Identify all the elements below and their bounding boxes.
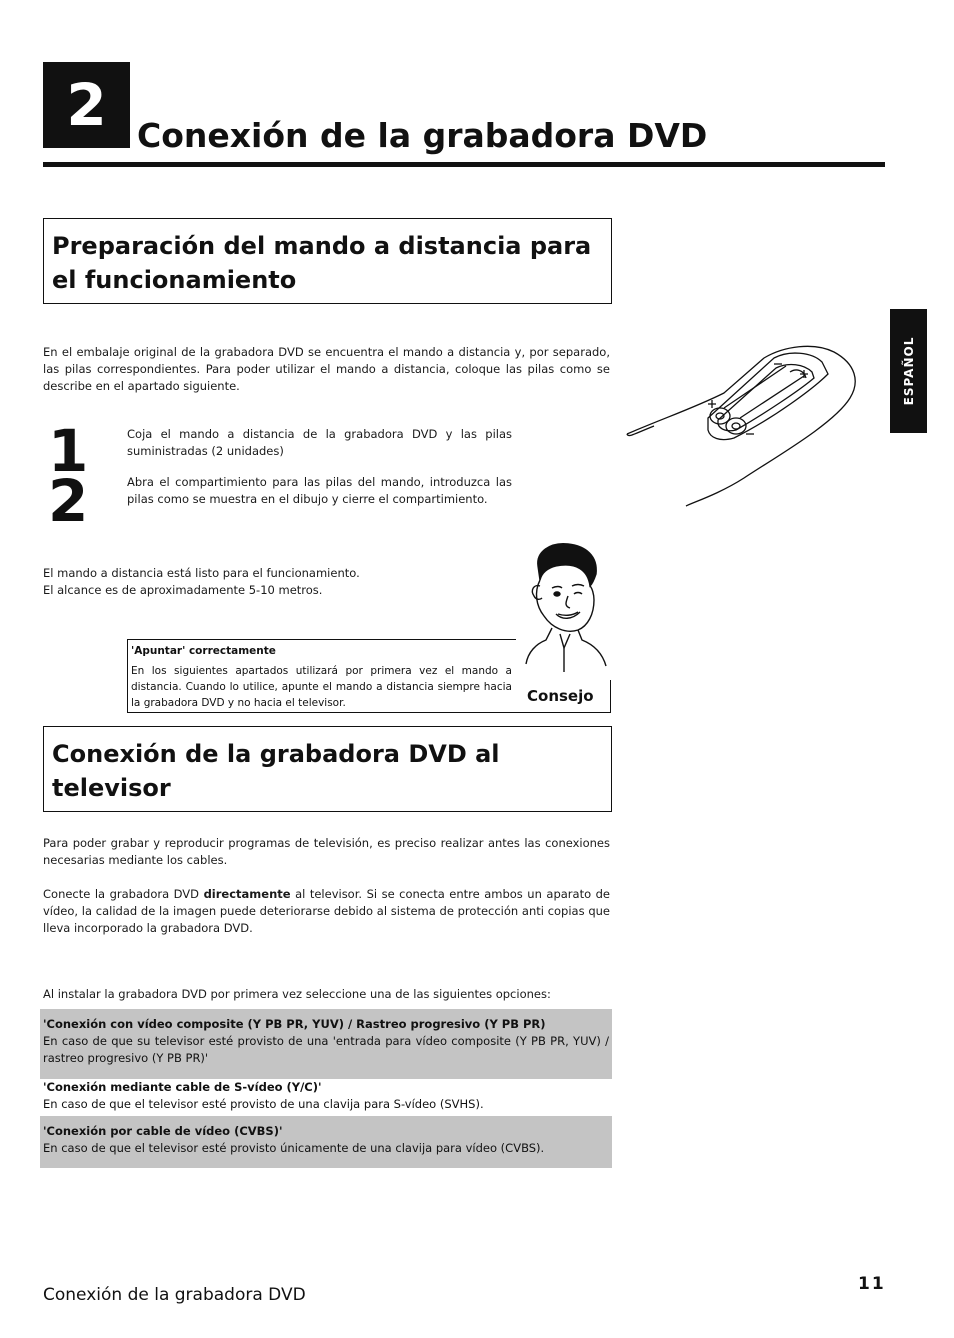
para2-end: al televisor. Si se conecta entre ambos un aparato de vídeo, la calidad de la imagen puede deteriorarse debido al sistema de protección anti copias que lleva incorporado la grabadora DVD. — [43, 887, 611, 935]
ready-line-1: El mando a distancia está listo para el funcionamiento. — [43, 566, 360, 580]
section-heading-tv-line2: televisor — [52, 774, 171, 802]
tip-character-icon — [516, 540, 612, 680]
options-intro: Al instalar la grabadora DVD por primera vez seleccione una de las siguientes opciones: — [43, 987, 551, 1001]
option-composite-title: 'Conexión con vídeo composite (Y PB PR, YUV) / Rastreo progresivo (Y PB PR) — [43, 1017, 546, 1031]
remote-battery-illustration — [624, 338, 864, 508]
tip-body: En los siguientes apartados utilizará por primera vez el mando a distancia. Cuando lo utilice, apunte el mando a distancia siempre hacia la grabadora DVD y no hacia el televisor. — [131, 665, 512, 709]
section-heading-remote-text: Preparación del mando a distancia para el funcionamiento — [52, 232, 592, 294]
option-cvbs-title: 'Conexión por cable de vídeo (CVBS)' — [43, 1124, 283, 1138]
option-cvbs — [40, 1116, 612, 1168]
chapter-title: Conexión de la grabadora DVD — [137, 116, 708, 155]
option-svideo-title: 'Conexión mediante cable de S-vídeo (Y/C)' — [43, 1080, 322, 1094]
option-composite — [40, 1009, 612, 1079]
para2-emphasis: directamente — [203, 887, 291, 901]
section-heading-tv-line1: Conexión de la grabadora DVD al — [52, 740, 500, 768]
section1-intro: En el embalaje original de la grabadora DVD se encuentra el mando a distancia y, por separado, las pilas correspondientes. Para poder utilizar el mando a distancia, coloque las pilas como se describe en el apartado siguiente. — [43, 345, 610, 393]
language-tab — [890, 309, 927, 433]
page-number: 11 — [858, 1274, 886, 1294]
tip-title: 'Apuntar' correctamente — [131, 645, 276, 657]
option-svideo-text: En caso de que el televisor esté provisto de una clavija para S-vídeo (SVHS). — [43, 1097, 484, 1111]
step-number-1: 1 — [48, 417, 89, 485]
section2-para2 — [43, 886, 610, 937]
option-composite-text: En caso de que su televisor esté provisto de una 'entrada para vídeo composite (Y PB PR, YUV) / rastreo progresivo (Y PB PR)' — [43, 1034, 609, 1065]
chapter-number: 2 — [43, 62, 130, 148]
chapter-divider — [43, 162, 885, 167]
option-svideo — [40, 1072, 612, 1114]
section-heading-remote — [43, 218, 612, 304]
option-cvbs-text: En caso de que el televisor esté provisto únicamente de una clavija para vídeo (CVBS). — [43, 1141, 545, 1155]
language-tab-label: ESPAÑOL — [901, 336, 916, 406]
step-text-2: Abra el compartimiento para las pilas del mando, introduzca las pilas como se muestra en el dibujo y cierre el compartimiento. — [127, 475, 512, 506]
tip-label: Consejo — [527, 687, 594, 705]
step-number-2: 2 — [48, 467, 89, 535]
ready-line-2: El alcance es de aproximadamente 5-10 metros. — [43, 583, 323, 597]
para2-start: Conecte la grabadora DVD — [43, 887, 204, 901]
footer-title: Conexión de la grabadora DVD — [43, 1285, 306, 1305]
step-text-1: Coja el mando a distancia de la grabadora DVD y las pilas suministradas (2 unidades) — [127, 427, 512, 458]
section-heading-tv — [43, 726, 612, 812]
section2-para1: Para poder grabar y reproducir programas de televisión, es preciso realizar antes las conexiones necesarias mediante los cables. — [43, 836, 610, 867]
